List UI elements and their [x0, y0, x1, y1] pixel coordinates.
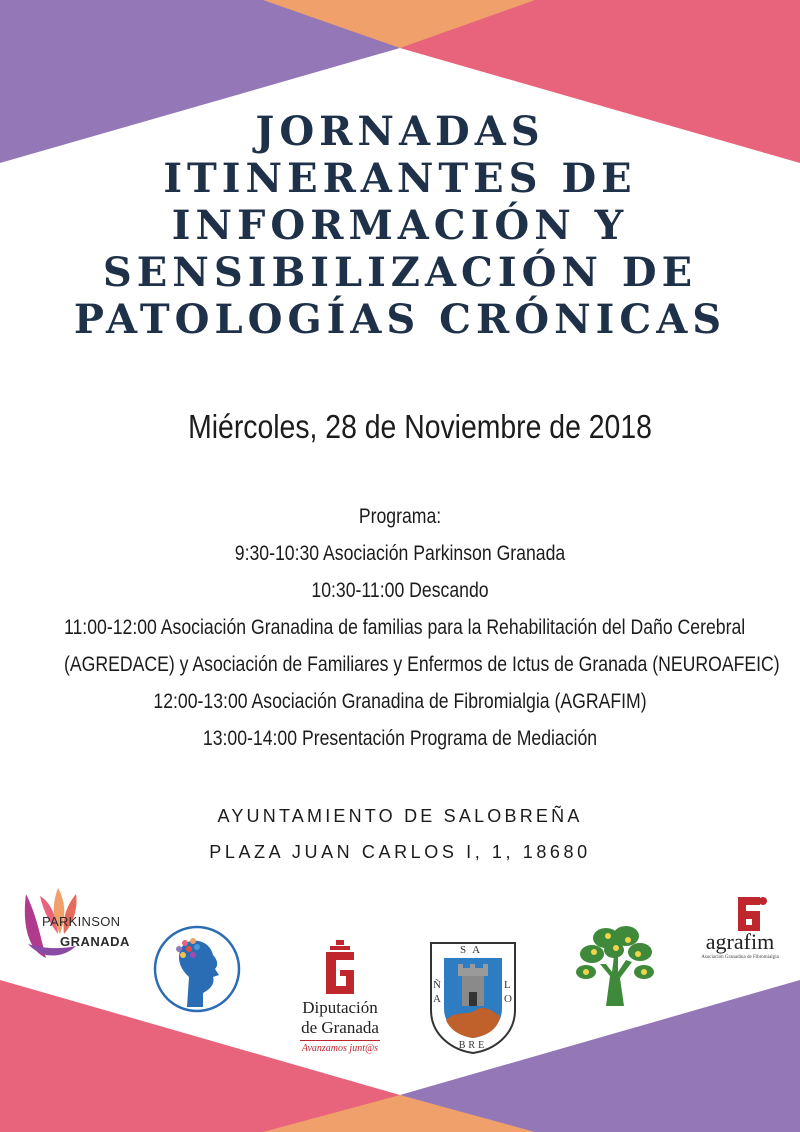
venue-section: [0, 800, 800, 868]
granada-text: GRANADA: [60, 934, 130, 949]
program-section: [0, 498, 800, 757]
program-heading: Programa:: [358, 505, 442, 528]
program-item: 10:30-11:00 Descando: [311, 579, 489, 602]
program-item: 13:00-14:00 Presentación Programa de Mediación: [202, 727, 598, 750]
event-date: Miércoles, 28 de Noviembre de 2018: [188, 408, 652, 445]
g-crown-icon: [290, 938, 390, 998]
parkinson-granada-logo: [18, 884, 128, 964]
parkinson-text: PARKINSON: [42, 914, 121, 929]
program-item: 12:00-13:00 Asociación Granadina de Fibromialgia (AGRAFIM): [153, 690, 647, 713]
agrafim-logo: [690, 893, 790, 963]
tree-association-logo: [570, 920, 660, 1010]
diputacion-tagline: Avanzamos junt@s: [301, 1043, 379, 1054]
number-6-icon: [730, 893, 770, 933]
diputacion-granada-logo: [290, 938, 390, 1063]
title-line-3: INFORMACIÓN Y: [171, 202, 629, 249]
program-item: (AGREDACE) y Asociación de Familiares y Enfermos de Ictus de Granada (NEUROAFEIC): [64, 653, 780, 676]
title-line-2: ITINERANTES DE: [163, 155, 637, 202]
title-line-5: PATOLOGÍAS CRÓNICAS: [73, 296, 727, 343]
diputacion-line2: de Granada: [301, 1018, 379, 1037]
diputacion-line1: Diputación: [302, 998, 378, 1017]
program-item: 9:30-10:30 Asociación Parkinson Granada: [234, 542, 566, 565]
shield-letters-right: LO: [504, 979, 512, 1005]
event-title: [0, 108, 800, 343]
title-line-4: SENSIBILIZACIÓN DE: [102, 249, 698, 296]
shield-letters-left: ÑA: [433, 979, 441, 1005]
agrafim-subtitle: Asociación Granadina de Fibromialgia: [701, 955, 779, 960]
shield-letters-bottom: BRE: [458, 1040, 488, 1051]
venue-name: AYUNTAMIENTO DE SALOBREÑA: [217, 806, 583, 826]
diputacion-divider: [300, 1040, 380, 1041]
title-line-1: JORNADAS: [255, 108, 545, 155]
head-profile-icon: [153, 925, 241, 1013]
neuroafeic-logo: [153, 925, 241, 1013]
agrafim-name: agrafim: [705, 929, 775, 954]
venue-address: PLAZA JUAN CARLOS I, 1, 18680: [209, 842, 591, 862]
salobrena-shield-logo: [428, 940, 518, 1055]
shield-letters-top: SA: [459, 944, 487, 956]
program-item: 11:00-12:00 Asociación Granadina de familias para la Rehabilitación del Daño Cerebral: [64, 616, 746, 639]
tree-icon: [570, 920, 660, 1010]
